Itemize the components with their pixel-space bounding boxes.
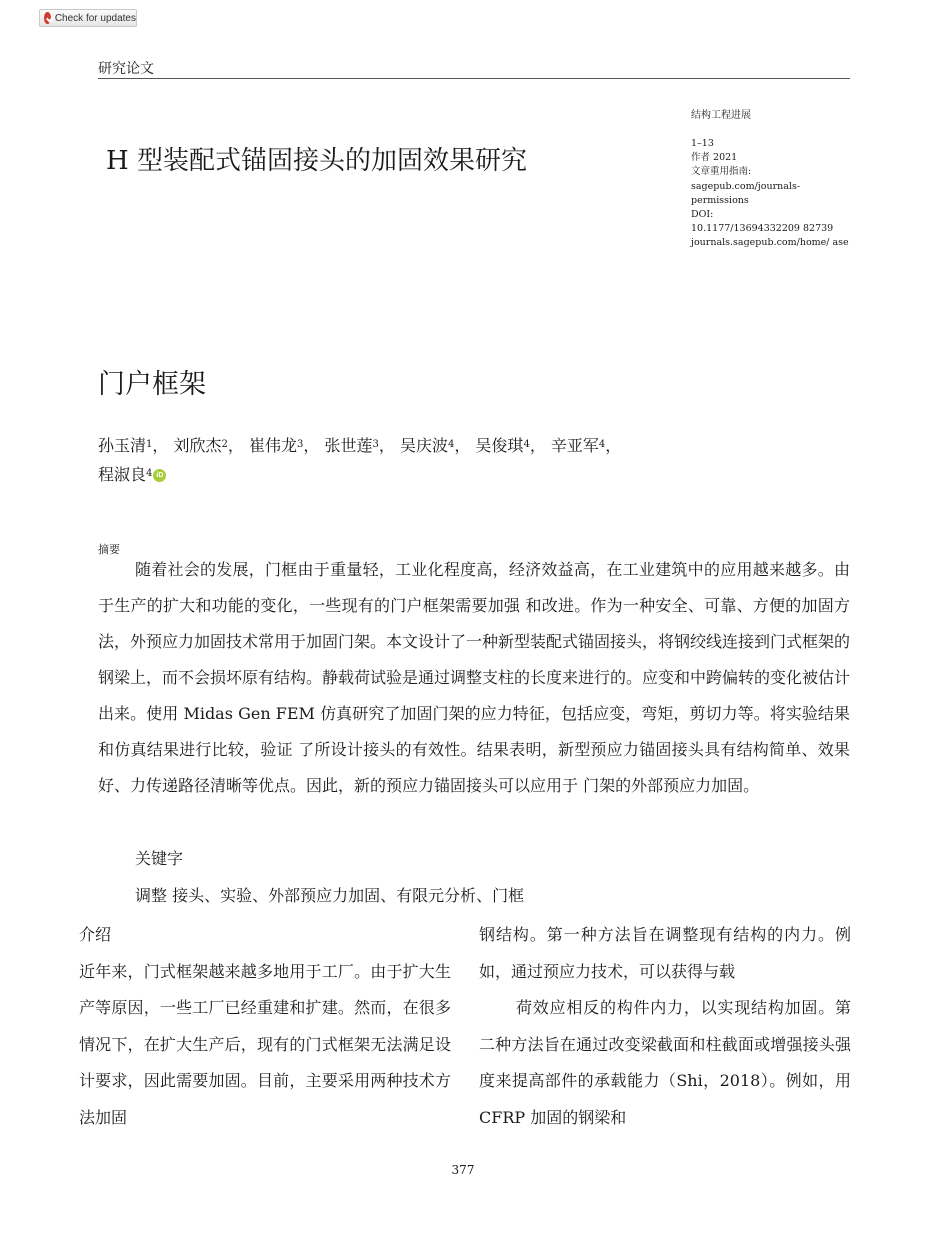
body-paragraph: 钢结构。第一种方法旨在调整现有结构的内力。例如，通过预应力技术，可以获得与载 <box>479 925 851 981</box>
author-name[interactable]: 张世莲 <box>324 436 373 455</box>
author-affiliation: 4 <box>146 468 153 479</box>
author-name[interactable]: 刘欣杰 <box>173 436 222 455</box>
author-name[interactable]: 吴庆波 <box>399 436 448 455</box>
body-paragraph: 荷效应相反的构件内力，以实现结构加固。第二种方法旨在通过改变梁截面和柱截面或增强接头强度来提高部件的承载能力（Shi，2018）。例如，用 CFRP 加固的钢梁和 <box>479 998 851 1127</box>
author-affiliation: 2 <box>221 439 228 450</box>
author-name[interactable]: 崔伟龙 <box>248 436 297 455</box>
author-name[interactable]: 孙玉清 <box>98 436 147 455</box>
author-affiliation: 4 <box>523 439 530 450</box>
right-column <box>479 917 851 1136</box>
check-for-updates-label: Check for updates <box>54 12 136 24</box>
check-updates-icon <box>44 12 51 24</box>
author-name[interactable]: 吴俊琪 <box>475 436 524 455</box>
meta-doi-label: DOI: <box>691 209 714 221</box>
author-affiliation: 1 <box>146 439 153 450</box>
author-affiliation: 3 <box>372 439 379 450</box>
keywords-text: 调整 接头、实验、外部预应力加固、有限元分析、门框 <box>135 886 525 905</box>
meta-permissions-link-cont[interactable]: permissions <box>691 194 749 206</box>
meta-journal-url[interactable]: journals.sagepub.com/home/ ase <box>691 237 849 249</box>
author-affiliation: 3 <box>296 439 304 450</box>
page-number: 377 <box>451 1163 475 1177</box>
intro-heading: 介绍 <box>79 925 112 944</box>
author-name[interactable]: 辛亚军 <box>550 436 599 455</box>
meta-doi-value[interactable]: 10.1177/13694332209 82739 <box>691 223 834 235</box>
meta-permissions-link[interactable]: sagepub.com/journals- <box>691 180 801 192</box>
meta-reuse-label: 文章重用指南: <box>691 166 752 178</box>
left-column <box>79 917 451 1136</box>
header-divider <box>98 78 850 79</box>
author-name[interactable]: 程淑良 <box>98 465 147 484</box>
journal-name: 结构工程进展 <box>691 110 751 121</box>
keywords-label: 关键字 <box>135 849 184 868</box>
article-meta <box>691 137 861 251</box>
author-affiliation: 4 <box>447 439 455 450</box>
meta-copyright: 作者 2021 <box>691 152 738 164</box>
meta-pages: 1–13 <box>691 138 714 149</box>
abstract-text: 随着社会的发展，门框由于重量轻，工业化程度高，经济效益高，在工业建筑中的应用越来越多。由于生产的扩大和功能的变化，一些现有的门户框架需要加强 和改进。作为一种安全、可靠、方便的加固方法，外预应力加固技术常用于加固门架。本文设计了一种新型装配式锚固接头，将钢绞线连接到门式框架的钢梁上，而不会损坏原有结构。静载荷试验是通过调整支柱的长度来进行的。应变和中跨偏转的变化被估计出来。使用 Midas Gen FEM 仿真研究了加固门架的应力特征，包括应变，弯矩，剪切力等。将实验结果和仿真结果进行比较，验证 了所设计接头的有效性。结果表明，新型预应力锚固接头具有结构简单、效果好、力传递路径清晰等优点。因此，新的预应力锚固接头可以应用于 门架的外部预应力加固。 <box>98 560 851 795</box>
author-list: 孙玉清$^1$， 刘欣杰$^2$， 崔伟龙$^3$， 张世莲$^3$， 吴庆波$^4$， 吴俊琪$^4$， 辛亚军$^4$， 程淑良$^4$ iD <box>98 436 622 484</box>
author-affiliation: 4 <box>598 439 606 450</box>
check-for-updates-badge[interactable] <box>39 9 137 27</box>
intro-paragraph: 近年来，门式框架越来越多地用于工厂。由于扩大生产等原因，一些工厂已经重建和扩建。然而，在很多情况下，在扩大生产后，现有的门式框架无法满足设计要求，因此需要加固。目前，主要采用两种技术方法加固 <box>79 961 451 1127</box>
article-subtitle: 门户框架 <box>98 369 206 400</box>
section-label: 研究论文 <box>98 61 154 77</box>
article-title: H 型装配式锚固接头的加固效果研究 <box>106 146 527 176</box>
orcid-icon[interactable]: iD <box>153 469 166 482</box>
abstract-label: 摘要 <box>98 543 120 556</box>
